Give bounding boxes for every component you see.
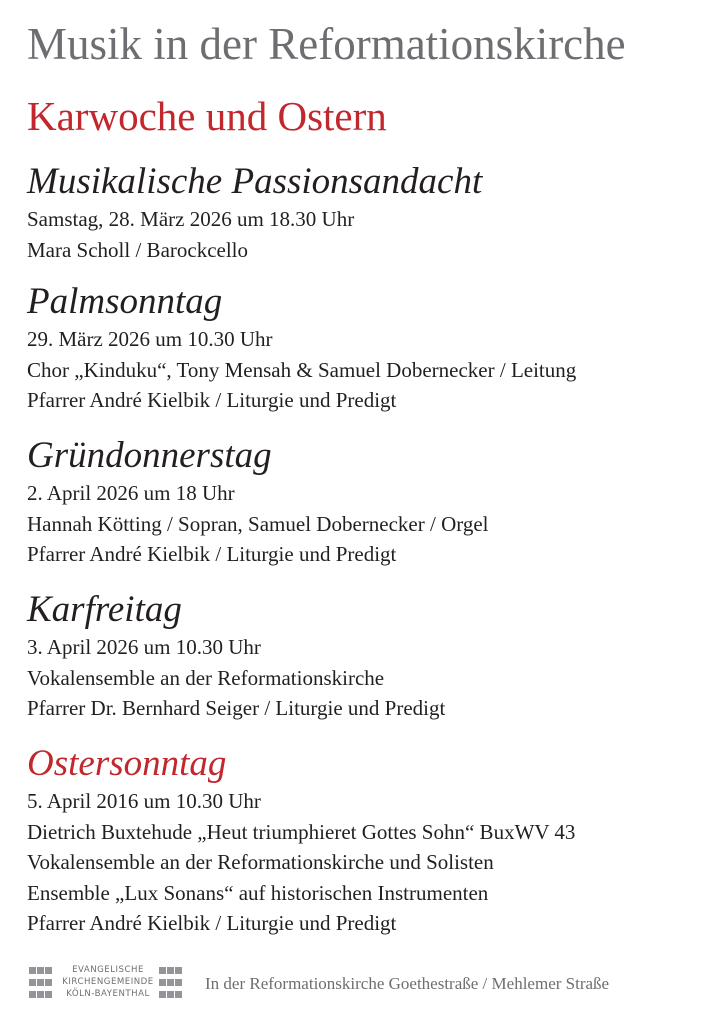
event-detail: Hannah Kötting / Sopran, Samuel Dobernecker / Orgel xyxy=(27,511,489,536)
event-detail: Mara Scholl / Barockcello xyxy=(27,237,249,262)
event-detail: Dietrich Buxtehude „Heut triumphieret Gottes Sohn“ BuxWV 43 xyxy=(27,819,576,844)
event-gruendonnerstag xyxy=(27,434,707,570)
logo-text-line: EVANGELISCHE xyxy=(72,965,144,975)
event-detail: Chor „Kinduku“, Tony Mensah & Samuel Dobernecker / Leitung xyxy=(27,357,577,382)
event-date: 29. März 2026 um 10.30 Uhr xyxy=(27,327,273,351)
event-detail: Ensemble „Lux Sonans“ auf historischen Instrumenten xyxy=(27,880,489,905)
event-heading: Gründonnerstag xyxy=(27,435,272,476)
event-detail: Pfarrer André Kielbik / Liturgie und Predigt xyxy=(27,911,397,935)
event-heading: Ostersonntag xyxy=(27,743,227,784)
event-detail: Vokalensemble an der Reformationskirche xyxy=(27,665,385,690)
event-date: 2. April 2026 um 18 Uhr xyxy=(27,481,235,505)
logo-text-line: KÖLN-BAYENTHAL xyxy=(66,989,150,999)
event-heading: Palmsonntag xyxy=(27,281,223,322)
event-detail: Pfarrer Dr. Bernhard Seiger / Liturgie und Predigt xyxy=(27,696,446,720)
event-heading: Karfreitag xyxy=(27,589,182,630)
event-detail: Pfarrer André Kielbik / Liturgie und Predigt xyxy=(27,542,397,566)
page-subtitle: Karwoche und Ostern xyxy=(27,93,387,139)
logo-text-line: KIRCHENGEMEINDE xyxy=(62,977,154,987)
event-date: 5. April 2016 um 10.30 Uhr xyxy=(27,789,261,813)
event-date: 3. April 2026 um 10.30 Uhr xyxy=(27,635,261,659)
event-passionsandacht xyxy=(27,160,707,265)
event-palmsonntag xyxy=(27,280,707,416)
event-detail: Vokalensemble an der Reformationskirche und Solisten xyxy=(27,850,494,874)
event-heading: Musikalische Passionsandacht xyxy=(27,161,483,202)
venue-address: In der Reformationskirche Goethestraße / Mehlemer Straße xyxy=(205,974,610,993)
event-karfreitag xyxy=(27,588,707,724)
event-detail: Pfarrer André Kielbik / Liturgie und Predigt xyxy=(27,388,397,412)
event-date: Samstag, 28. März 2026 um 18.30 Uhr xyxy=(27,207,355,231)
footer xyxy=(29,962,709,1010)
church-logo xyxy=(29,965,183,1005)
page-title: Musik in der Reformationskirche xyxy=(27,19,626,69)
event-ostersonntag xyxy=(27,742,707,939)
